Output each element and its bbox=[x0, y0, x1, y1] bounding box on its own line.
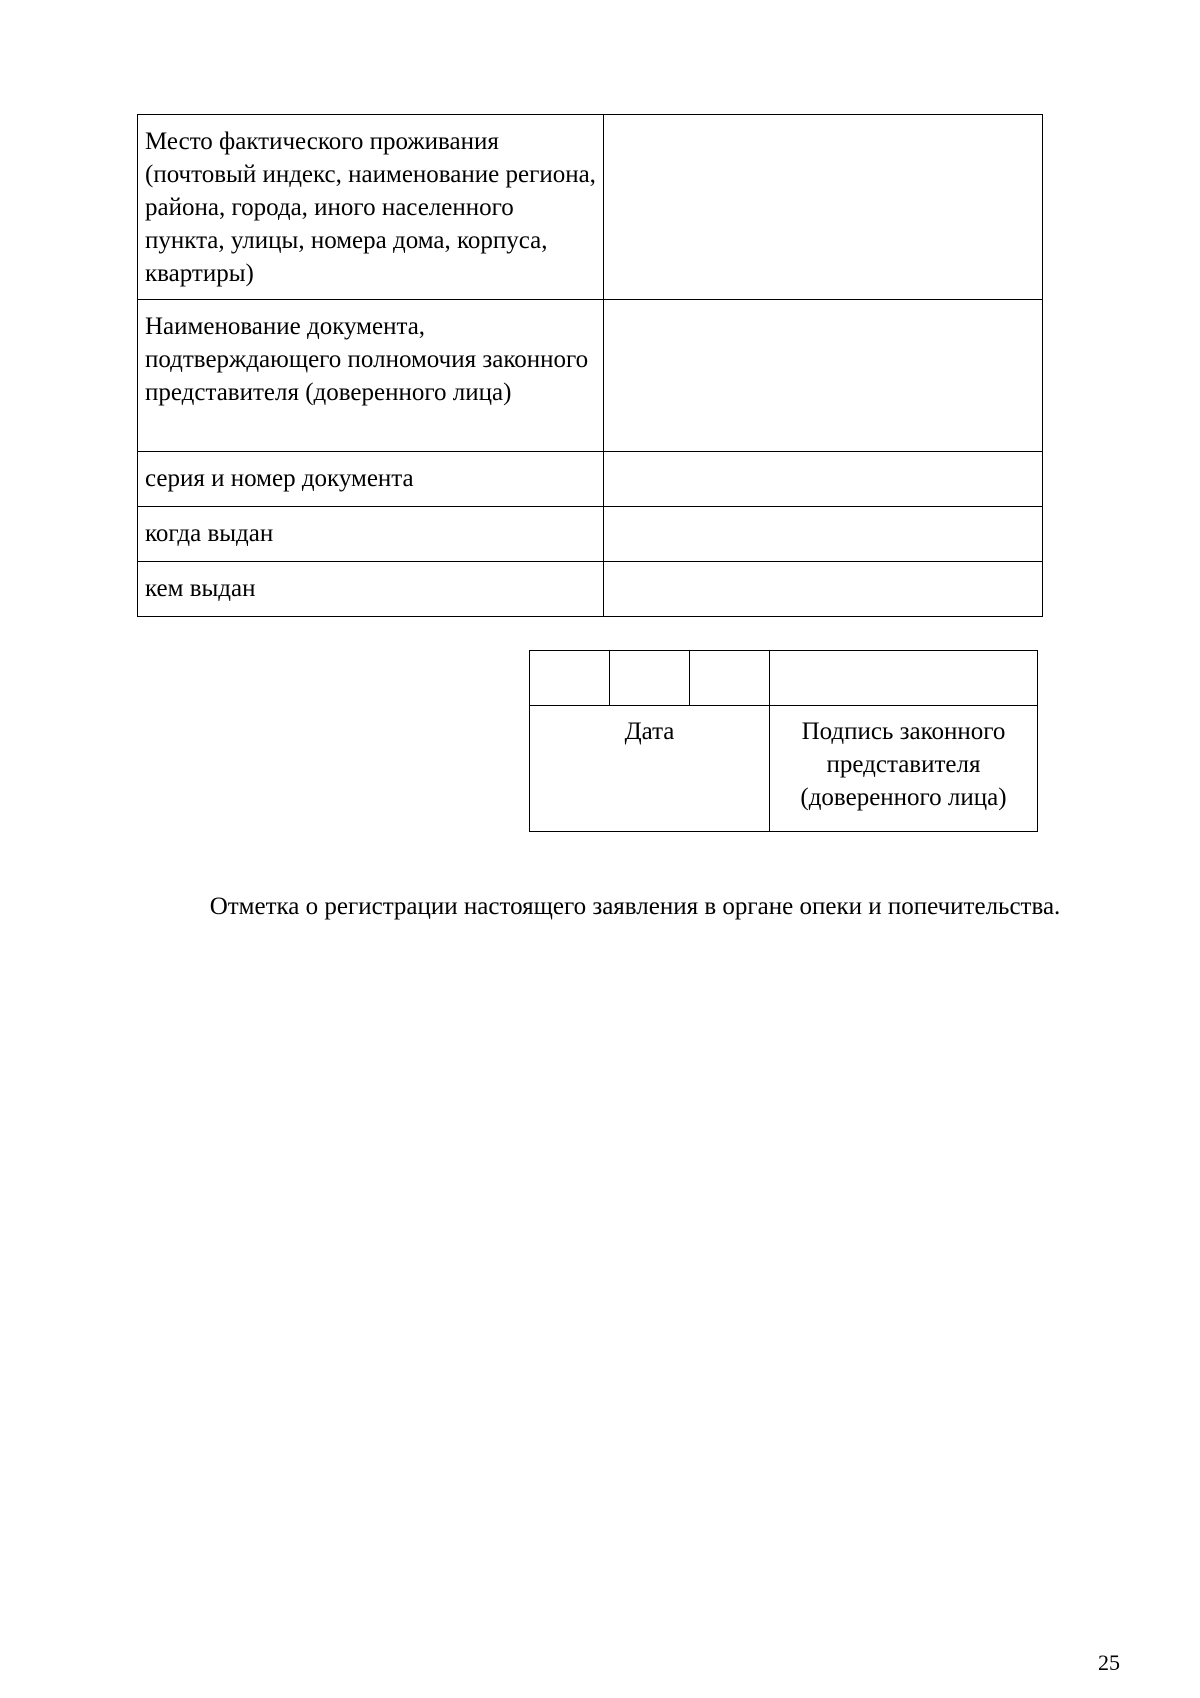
date-year-box[interactable] bbox=[690, 651, 770, 706]
table-row bbox=[138, 300, 1043, 452]
table-row bbox=[138, 452, 1043, 507]
date-caption: Дата bbox=[530, 706, 770, 832]
issued-by-label: кем выдан bbox=[138, 562, 604, 617]
issue-date-field[interactable] bbox=[604, 507, 1043, 562]
registration-note: Отметка о регистрации настоящего заявления в органе опеки и попечительства. bbox=[209, 893, 1061, 920]
residence-address-label: Место фактического проживания (почтовый индекс, наименование региона, района, города, иного населенного пункта, улицы, номера дома, корпуса, квартиры) bbox=[138, 115, 604, 300]
applicant-info-table bbox=[137, 114, 1043, 617]
table-row bbox=[138, 115, 1043, 300]
page-number: 25 bbox=[1098, 1650, 1120, 1675]
date-month-box[interactable] bbox=[610, 651, 690, 706]
table-row bbox=[138, 507, 1043, 562]
document-series-number-field[interactable] bbox=[604, 452, 1043, 507]
date-day-box[interactable] bbox=[530, 651, 610, 706]
signature-box[interactable] bbox=[770, 651, 1038, 706]
signature-caption: Подпись законного представителя (доверенного лица) bbox=[770, 706, 1038, 832]
table-row bbox=[138, 562, 1043, 617]
authority-document-label: Наименование документа, подтверждающего полномочия законного представителя (доверенного лица) bbox=[138, 300, 604, 452]
document-series-number-label: серия и номер документа bbox=[138, 452, 604, 507]
issue-date-label: когда выдан bbox=[138, 507, 604, 562]
signature-entry-row bbox=[530, 651, 1038, 706]
signature-table bbox=[529, 650, 1038, 832]
signature-caption-row bbox=[530, 706, 1038, 832]
issued-by-field[interactable] bbox=[604, 562, 1043, 617]
residence-address-field[interactable] bbox=[604, 115, 1043, 300]
authority-document-field[interactable] bbox=[604, 300, 1043, 452]
